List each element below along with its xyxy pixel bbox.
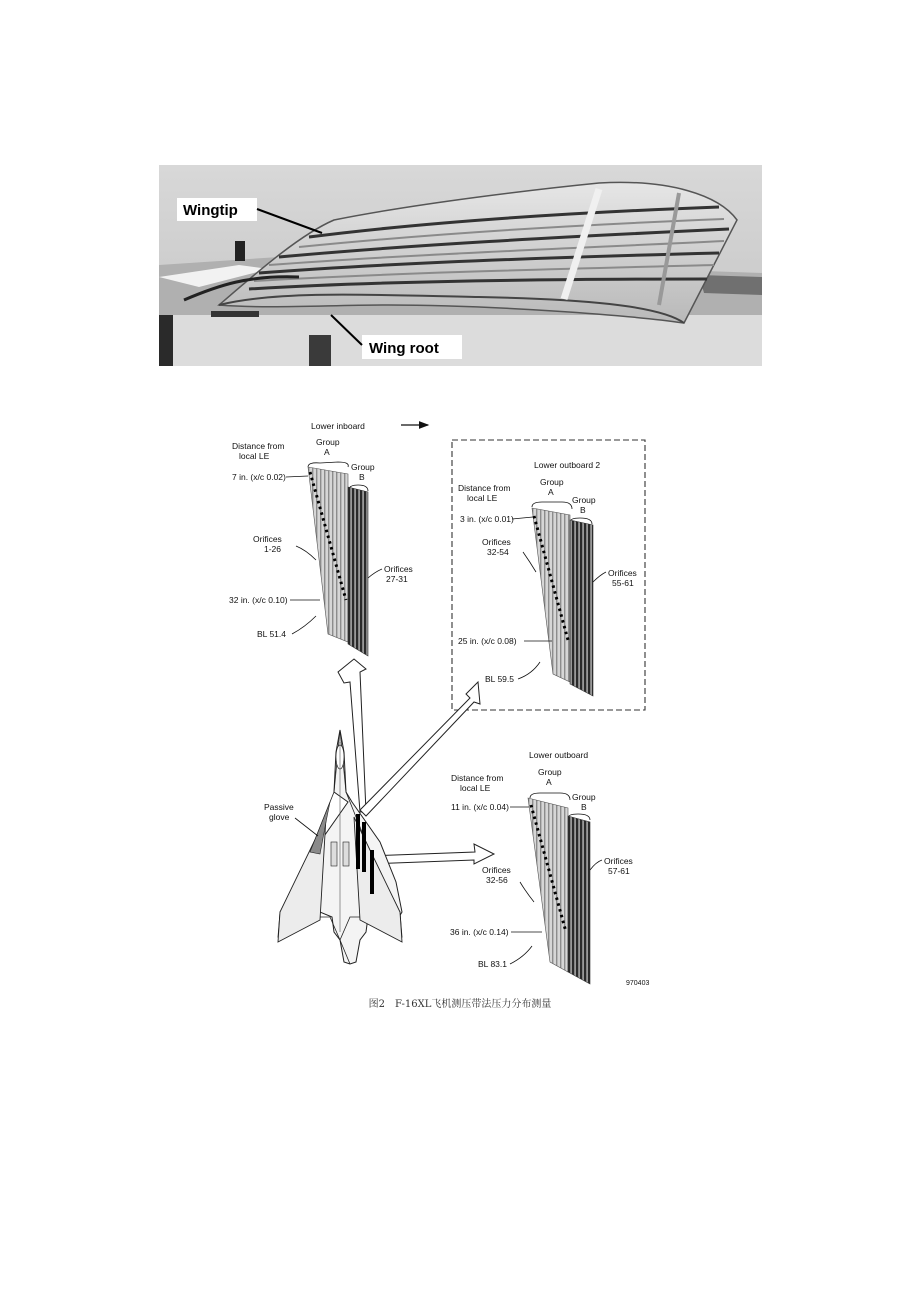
outboard-title: Lower outboard	[529, 750, 589, 760]
outboard2-distance-label-2: local LE	[467, 493, 498, 503]
outboard2-title: Lower outboard 2	[534, 460, 601, 470]
pressure-belt-diagram	[220, 412, 660, 994]
outboard-orifices-b-range: 57-61	[608, 866, 630, 876]
outboard2-orifices-a-range: 32-54	[487, 547, 509, 557]
figure-id: 970403	[626, 980, 650, 987]
outboard-orifices-a-range: 32-56	[486, 875, 508, 885]
passive-glove-label: Passive	[264, 802, 294, 812]
inboard-orifices-b-range: 27-31	[386, 574, 408, 584]
outboard2-distance-label-1: Distance from	[458, 483, 511, 493]
outboard-orifices-b-label: Orifices	[604, 856, 633, 866]
wing-glove-photo	[159, 165, 762, 366]
outboard2-bottom-station: 25 in. (x/c 0.08)	[458, 636, 517, 646]
outboard2-group-b-label: Group	[572, 495, 596, 505]
outboard2-group-a-label: Group	[540, 477, 564, 487]
inboard-orifices-b-label: Orifices	[384, 564, 413, 574]
lower-outboard-2-panel	[452, 440, 645, 710]
inboard-distance-label-1: Distance from	[232, 441, 285, 451]
inboard-group-b-letter: B	[359, 472, 365, 482]
outboard2-orifices-b-label: Orifices	[608, 568, 637, 578]
inboard-title: Lower inboard	[311, 421, 365, 431]
inboard-distance-label-2: local LE	[239, 451, 270, 461]
outboard-top-station: 11 in. (x/c 0.04)	[451, 802, 509, 812]
outboard-group-a-label: Group	[538, 767, 562, 777]
outboard-bl: BL 83.1	[478, 959, 507, 969]
outboard-group-b-label: Group	[572, 792, 596, 802]
passive-glove-label-2: glove	[269, 812, 290, 822]
wingtip-label: Wingtip	[183, 202, 238, 219]
outboard-bottom-station: 36 in. (x/c 0.14)	[450, 927, 509, 937]
outboard2-group-a-letter: A	[548, 487, 554, 497]
lower-inboard-panel	[229, 421, 428, 656]
wing-root-label: Wing root	[369, 340, 439, 357]
outboard2-orifices-b-range: 55-61	[612, 578, 634, 588]
outboard-distance-label-1: Distance from	[451, 773, 504, 783]
outboard2-bl: BL 59.5	[485, 674, 514, 684]
inboard-orifices-a-range: 1-26	[264, 544, 282, 554]
inboard-group-a-label: Group	[316, 437, 340, 447]
inboard-group-b-label: Group	[351, 462, 375, 472]
inboard-bl: BL 51.4	[257, 629, 286, 639]
outboard-orifices-a-label: Orifices	[482, 865, 511, 875]
outboard2-orifices-a-label: Orifices	[482, 537, 511, 547]
lower-outboard-panel	[450, 750, 649, 987]
inboard-orifices-a-label: Orifices	[253, 534, 282, 544]
inboard-top-station: 7 in. (x/c 0.02)	[232, 472, 286, 482]
inboard-bottom-station: 32 in. (x/c 0.10)	[229, 595, 288, 605]
outboard-group-b-letter: B	[581, 802, 587, 812]
outboard-distance-label-2: local LE	[460, 783, 491, 793]
outboard2-group-b-letter: B	[580, 505, 586, 515]
figure-caption: 图2 F-16XL飞机测压带法压力分布测量	[368, 999, 552, 1010]
outboard-group-a-letter: A	[546, 777, 552, 787]
outboard2-top-station: 3 in. (x/c 0.01)	[460, 514, 514, 524]
inboard-group-a-letter: A	[324, 447, 330, 457]
